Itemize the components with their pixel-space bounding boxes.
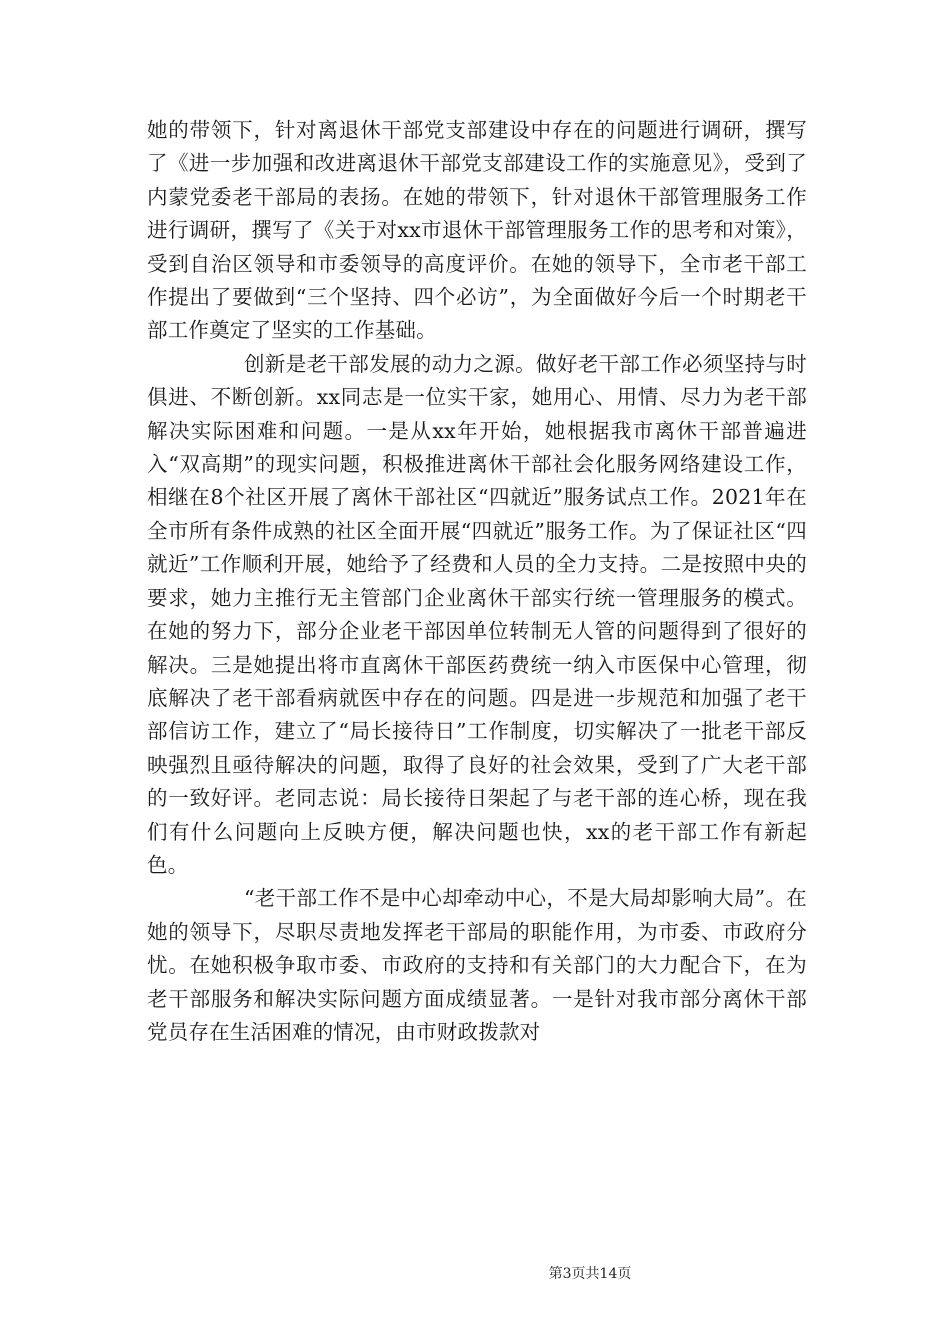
paragraph-1: 她的带领下，针对离退休干部党支部建设中存在的问题进行调研，撰写了《进一步加强和改进离退休干部党支部建设工作的实施意见》，受到了内蒙党委老干部局的表扬。在她的带领下，针对退休干部管理服务工作进行调研，撰写了《关于对xx市退休干部管理服务工作的思考和对策》，受到自治区领导和市委领导的高度评价。在她的领导下，全市老干部工作提出了要做到“三个坚持、四个必访”，为全面做好今后一个时期老干部工作奠定了坚实的工作基础。 (147, 118, 807, 343)
paragraph-3: “老干部工作不是中心却牵动中心，不是大局却影响大局”。在她的领导下，尽职尽责地发挥老干部局的职能作用，为市委、市政府分忧。在她积极争取市委、市政府的支持和有关部门的大力配合下，在为老干部服务和解决实际问题方面成绩显著。一是针对我市部分离休干部党员存在生活困难的情况，由市财政拨款对 (147, 886, 807, 1044)
paragraph-2: 创新是老干部发展的动力之源。做好老干部工作必须坚持与时俱进、不断创新。xx同志是一位实干家，她用心、用情、尽力为老干部解决实际困难和问题。一是从xx年开始，她根据我市离休干部普遍进入“双高期”的现实问题，积极推进离休干部社会化服务网络建设工作，相继在8个社区开展了离休干部社区“四就近”服务试点工作。2021年在全市所有条件成熟的社区全面开展“四就近”服务工作。为了保证社区“四就近”工作顺利开展，她给予了经费和人员的全力支持。二是按照中央的要求，她力主推行无主管部门企业离休干部实行统一管理服务的模式。在她的努力下，部分企业老干部因单位转制无人管的问题得到了很好的解决。三是她提出将市直离休干部医药费统一纳入市医保中心管理，彻底解决了老干部看病就医中存在的问题。四是进一步规范和加强了老干部信访工作，建立了“局长接待日”工作制度，切实解决了一批老干部反映强烈且亟待解决的问题，取得了良好的社会效果，受到了广大老干部的一致好评。老同志说：局长接待日架起了与老干部的连心桥，现在我们有什么问题向上反映方便，解决问题也快，xx的老干部工作有新起色。 (147, 351, 807, 877)
page-number-footer: 第3页共14页 (548, 1266, 632, 1282)
document-body (147, 114, 807, 1049)
